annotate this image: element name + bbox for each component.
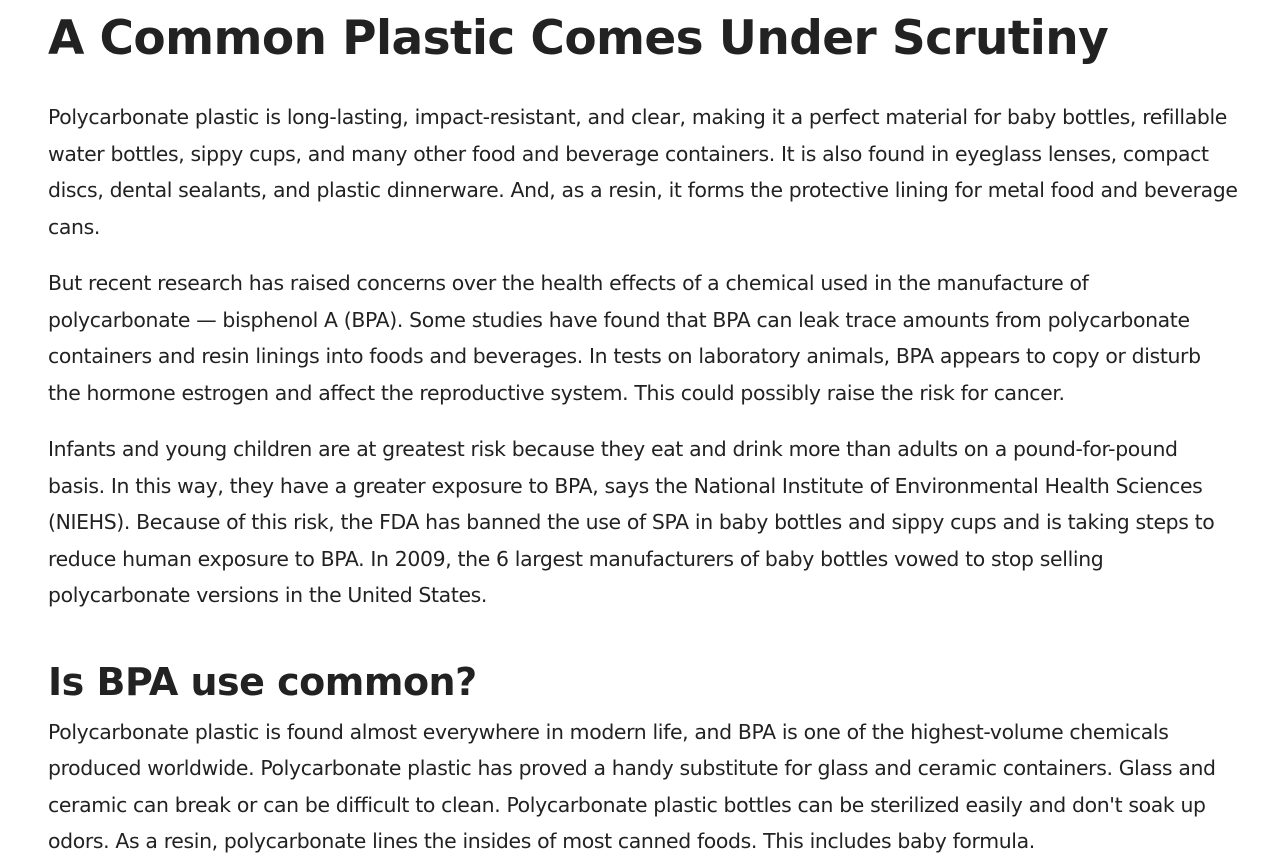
paragraph-line: water bottles, sippy cups, and many other food and beverage containers. It is also found in eyeglass lenses, compact	[48, 141, 1209, 166]
paragraph-line: polycarbonate — bisphenol A (BPA). Some studies have found that BPA can leak trace amounts from polycarbonate	[48, 307, 1190, 332]
section-heading: Is BPA use common?	[48, 659, 477, 704]
section-paragraph	[48, 714, 1280, 860]
paragraph-line: ceramic can break or can be difficult to clean. Polycarbonate plastic bottles can be sterilized easily and don't soak up	[48, 792, 1206, 817]
paragraph-line: Polycarbonate plastic is found almost everywhere in modern life, and BPA is one of the highest-volume chemicals	[48, 719, 1169, 744]
paragraph-line: Infants and young children are at greatest risk because they eat and drink more than adults on a pound-for-pound	[48, 437, 1178, 461]
article-paragraph	[48, 99, 1280, 245]
paragraph-line: reduce human exposure to BPA. In 2009, the 6 largest manufacturers of baby bottles vowed to stop selling	[48, 546, 1104, 571]
paragraph-line: (NIEHS). Because of this risk, the FDA has banned the use of SPA in baby bottles and sippy cups and is taking steps to	[48, 510, 1215, 534]
paragraph-line: Polycarbonate plastic is long-lasting, impact-resistant, and clear, making it a perfect material for baby bottles, refillable	[48, 105, 1227, 129]
paragraph-line: basis. In this way, they have a greater exposure to BPA, says the National Institute of Environmental Health Sciences	[48, 473, 1203, 498]
paragraph-line: polycarbonate versions in the United States.	[48, 583, 488, 607]
paragraph-line: But recent research has raised concerns over the health effects of a chemical used in the manufacture of	[48, 271, 1089, 295]
paragraph-line: produced worldwide. Polycarbonate plastic has proved a handy substitute for glass and ceramic containers. Glass and	[48, 756, 1216, 780]
paragraph-line: the hormone estrogen and affect the reproductive system. This could possibly raise the risk for cancer.	[48, 380, 1065, 405]
article	[48, 0, 1280, 866]
paragraph-line: cans.	[48, 214, 100, 239]
paragraph-line: odors. As a resin, polycarbonate lines the insides of most canned foods. This includes baby formula.	[48, 829, 1035, 853]
article-paragraph	[48, 265, 1280, 411]
article-paragraph	[48, 431, 1280, 614]
paragraph-line: discs, dental sealants, and plastic dinnerware. And, as a resin, it forms the protective lining for metal food and beverage	[48, 178, 1238, 202]
paragraph-line: containers and resin linings into foods and beverages. In tests on laboratory animals, BPA appears to copy or disturb	[48, 344, 1201, 368]
article-title: A Common Plastic Comes Under Scrutiny	[48, 11, 1109, 66]
